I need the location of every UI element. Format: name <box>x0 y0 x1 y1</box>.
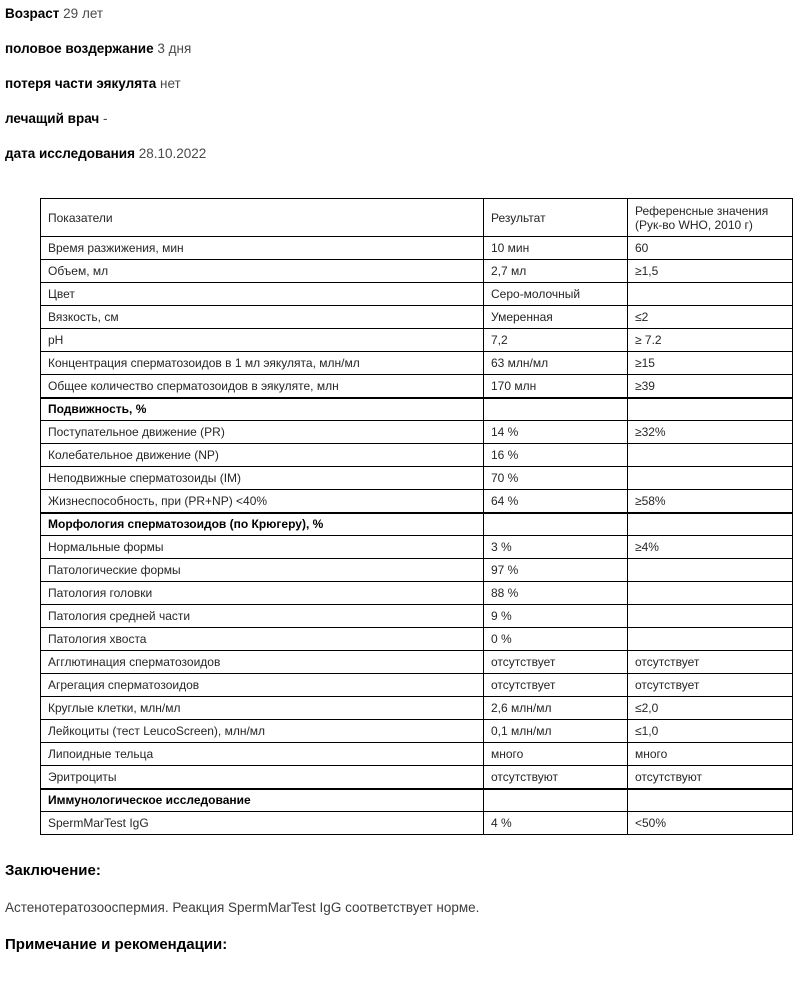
result-cell: 64 % <box>484 490 628 513</box>
table-row <box>41 628 793 651</box>
result-cell: 14 % <box>484 421 628 444</box>
result-cell: 0 % <box>484 628 628 651</box>
table-row <box>41 352 793 375</box>
reference-cell <box>628 628 793 651</box>
study-date-label: дата исследования <box>5 146 135 161</box>
result-cell <box>484 789 628 812</box>
result-cell: 3 % <box>484 536 628 559</box>
reference-cell: ≥4% <box>628 536 793 559</box>
indicator-cell: pH <box>41 329 484 352</box>
table-row <box>41 720 793 743</box>
results-table-body <box>41 237 793 835</box>
reference-cell: ≥ 7.2 <box>628 329 793 352</box>
reference-cell <box>628 559 793 582</box>
notes-heading: Примечание и рекомендации: <box>5 936 228 953</box>
table-row <box>41 467 793 490</box>
patient-age-line <box>5 6 206 21</box>
result-cell: 2,7 мл <box>484 260 628 283</box>
table-row <box>41 260 793 283</box>
table-row <box>41 536 793 559</box>
reference-cell <box>628 513 793 536</box>
indicator-cell: Круглые клетки, млн/мл <box>41 697 484 720</box>
reference-cell: ≥32% <box>628 421 793 444</box>
reference-cell: ≤1,0 <box>628 720 793 743</box>
reference-cell: ≤2 <box>628 306 793 329</box>
section-row <box>41 789 793 812</box>
result-cell: Умеренная <box>484 306 628 329</box>
indicator-cell: Вязкость, см <box>41 306 484 329</box>
reference-cell: <50% <box>628 812 793 835</box>
result-cell <box>484 398 628 421</box>
result-cell: отсутствует <box>484 651 628 674</box>
result-cell: много <box>484 743 628 766</box>
results-table <box>40 198 793 835</box>
summary-block <box>5 862 785 953</box>
study-date-line <box>5 146 206 161</box>
reference-cell: ≤2,0 <box>628 697 793 720</box>
patient-age-value: 29 лет <box>63 6 104 21</box>
result-cell <box>484 513 628 536</box>
reference-cell <box>628 605 793 628</box>
result-cell: 97 % <box>484 559 628 582</box>
indicator-cell: Морфология сперматозоидов (по Крюгеру), % <box>41 513 484 536</box>
indicator-cell: Цвет <box>41 283 484 306</box>
study-date-value: 28.10.2022 <box>138 146 207 161</box>
result-cell: 4 % <box>484 812 628 835</box>
result-cell: 7,2 <box>484 329 628 352</box>
reference-cell <box>628 467 793 490</box>
table-row <box>41 444 793 467</box>
table-row <box>41 605 793 628</box>
indicator-cell: Иммунологическое исследование <box>41 789 484 812</box>
indicator-cell: Поступательное движение (PR) <box>41 421 484 444</box>
indicator-cell: Подвижность, % <box>41 398 484 421</box>
section-row <box>41 513 793 536</box>
result-cell: отсутствуют <box>484 766 628 789</box>
indicator-cell: Нормальные формы <box>41 536 484 559</box>
indicator-cell: Колебательное движение (NP) <box>41 444 484 467</box>
indicator-cell: Патология хвоста <box>41 628 484 651</box>
reference-cell: 60 <box>628 237 793 260</box>
conclusion-text: Астенотератозооспермия. Реакция SpermMarTest IgG соответствует норме. <box>5 900 480 915</box>
indicator-cell: Концентрация сперматозоидов в 1 мл эякулята, млн/мл <box>41 352 484 375</box>
reference-cell: ≥15 <box>628 352 793 375</box>
sample-loss-value: нет <box>159 76 181 91</box>
result-column-header: Результат <box>484 199 628 237</box>
indicator-cell: Лейкоциты (тест LeucoScreen), млн/мл <box>41 720 484 743</box>
indicator-cell: Липоидные тельца <box>41 743 484 766</box>
table-row <box>41 237 793 260</box>
indicator-cell: Патология головки <box>41 582 484 605</box>
reference-cell <box>628 283 793 306</box>
reference-cell: отсутствует <box>628 674 793 697</box>
indicator-cell: Агглютинация сперматозоидов <box>41 651 484 674</box>
result-cell: 2,6 млн/мл <box>484 697 628 720</box>
table-row <box>41 490 793 513</box>
abstinence-label: половое воздержание <box>5 41 154 56</box>
header-row <box>41 199 793 237</box>
indicator-cell: Патологические формы <box>41 559 484 582</box>
reference-cell <box>628 582 793 605</box>
reference-cell: ≥39 <box>628 375 793 398</box>
reference-header-line2: (Рук-во WHO, 2010 г) <box>635 217 753 232</box>
indicator-column-header: Показатели <box>41 199 484 237</box>
section-row <box>41 398 793 421</box>
result-cell: 170 млн <box>484 375 628 398</box>
conclusion-heading: Заключение: <box>5 862 101 879</box>
reference-cell: отсутствуют <box>628 766 793 789</box>
table-row <box>41 582 793 605</box>
reference-cell <box>628 398 793 421</box>
sample-loss-line <box>5 76 206 91</box>
table-row <box>41 421 793 444</box>
table-row <box>41 812 793 835</box>
reference-cell: ≥58% <box>628 490 793 513</box>
physician-line <box>5 111 206 126</box>
result-cell: 9 % <box>484 605 628 628</box>
reference-cell: ≥1,5 <box>628 260 793 283</box>
reference-cell: много <box>628 743 793 766</box>
reference-cell <box>628 789 793 812</box>
physician-label: лечащий врач <box>5 111 100 126</box>
patient-age-label: Возраст <box>5 6 60 21</box>
table-row <box>41 766 793 789</box>
table-row <box>41 743 793 766</box>
table-row <box>41 651 793 674</box>
result-cell: 10 мин <box>484 237 628 260</box>
indicator-cell: Эритроциты <box>41 766 484 789</box>
results-table-header <box>41 199 793 237</box>
reference-cell: отсутствует <box>628 651 793 674</box>
indicator-cell: Время разжижения, мин <box>41 237 484 260</box>
abstinence-value: 3 дня <box>157 41 192 56</box>
result-cell: 0,1 млн/мл <box>484 720 628 743</box>
reference-column-header <box>628 199 793 237</box>
reference-header-line1: Референсные значения <box>635 203 769 218</box>
reference-cell <box>628 444 793 467</box>
result-cell: 70 % <box>484 467 628 490</box>
result-cell: Серо-молочный <box>484 283 628 306</box>
result-cell: 88 % <box>484 582 628 605</box>
table-row <box>41 375 793 398</box>
indicator-cell: Агрегация сперматозоидов <box>41 674 484 697</box>
abstinence-line <box>5 41 206 56</box>
patient-info-block <box>5 6 206 181</box>
table-row <box>41 559 793 582</box>
table-row <box>41 674 793 697</box>
result-cell: 63 млн/мл <box>484 352 628 375</box>
indicator-cell: Патология средней части <box>41 605 484 628</box>
indicator-cell: Объем, мл <box>41 260 484 283</box>
table-row <box>41 283 793 306</box>
table-row <box>41 306 793 329</box>
indicator-cell: SpermMarTest IgG <box>41 812 484 835</box>
table-row <box>41 697 793 720</box>
indicator-cell: Общее количество сперматозоидов в эякуляте, млн <box>41 375 484 398</box>
table-row <box>41 329 793 352</box>
indicator-cell: Жизнеспособность, при (PR+NP) <40% <box>41 490 484 513</box>
indicator-cell: Неподвижные сперматозоиды (IM) <box>41 467 484 490</box>
sample-loss-label: потеря части эякулята <box>5 76 157 91</box>
physician-value: - <box>102 111 108 126</box>
result-cell: 16 % <box>484 444 628 467</box>
result-cell: отсутствует <box>484 674 628 697</box>
